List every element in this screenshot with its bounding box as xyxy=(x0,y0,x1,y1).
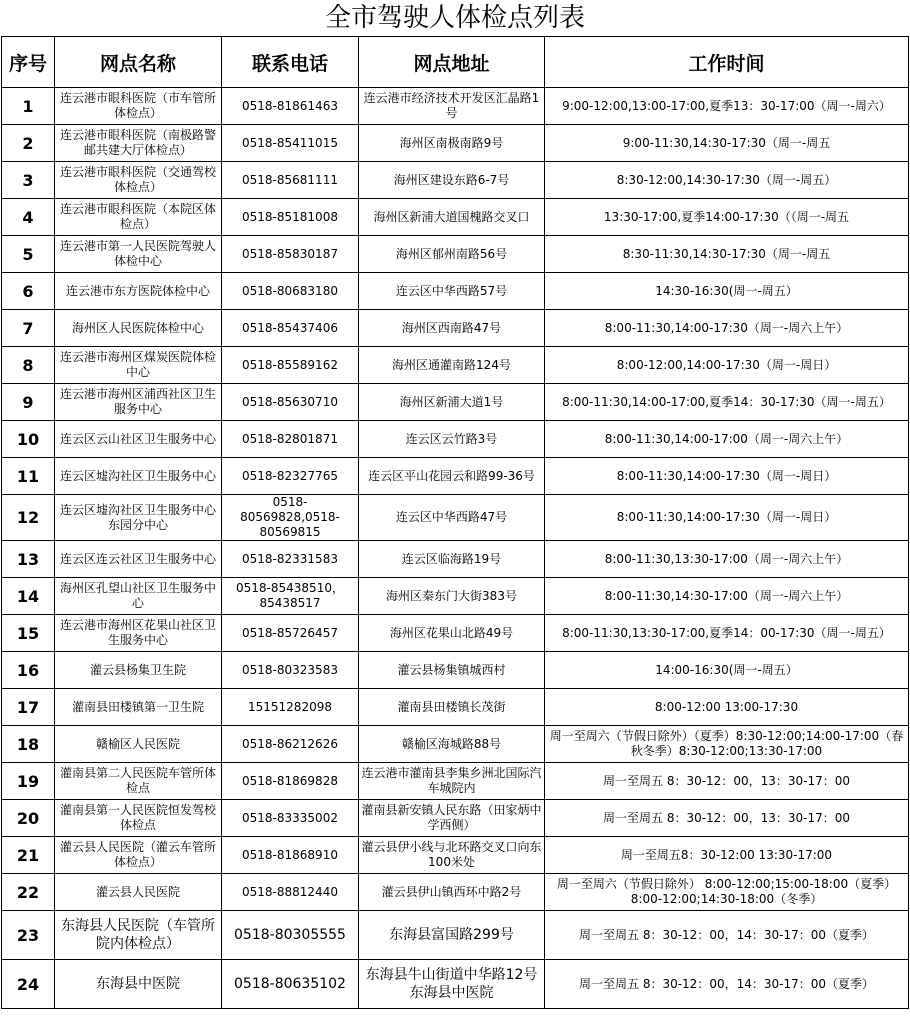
cell-address: 海州区建设东路6-7号 xyxy=(359,162,545,199)
cell-phone: 0518-82327765 xyxy=(222,458,359,495)
header-address: 网点地址 xyxy=(359,37,545,88)
header-name: 网点名称 xyxy=(55,37,222,88)
checkpoint-table xyxy=(1,36,909,1009)
cell-name: 赣榆区人民医院 xyxy=(55,726,222,763)
cell-phone: 0518-86212626 xyxy=(222,726,359,763)
cell-phone: 0518-82331583 xyxy=(222,541,359,578)
cell-name: 灌云县人民医院（灌云车管所体检点） xyxy=(55,837,222,874)
cell-address: 灌南县新安镇人民东路（田家炳中学西侧） xyxy=(359,800,545,837)
cell-phone: 0518-81869828 xyxy=(222,763,359,800)
cell-hours: 周一至周六（节假日除外） 8:00-12:00;15:00-18:00（夏季）8:00-12:00;14:30-18:00（冬季） xyxy=(545,874,909,911)
table-row xyxy=(2,763,909,800)
cell-phone: 0518-88812440 xyxy=(222,874,359,911)
table-row xyxy=(2,458,909,495)
cell-address: 海州区秦东门大街383号 xyxy=(359,578,545,615)
table-row xyxy=(2,162,909,199)
cell-index: 22 xyxy=(2,874,55,911)
cell-name: 连云区云山社区卫生服务中心 xyxy=(55,421,222,458)
cell-index: 10 xyxy=(2,421,55,458)
table-row xyxy=(2,347,909,384)
cell-name: 连云港市第一人民医院驾驶人体检中心 xyxy=(55,236,222,273)
cell-phone: 0518-85681111 xyxy=(222,162,359,199)
cell-index: 3 xyxy=(2,162,55,199)
cell-address: 灌云县伊小线与北环路交叉口向东100米处 xyxy=(359,837,545,874)
cell-hours: 周一至周五 8：30-12：00，14：30-17：00（夏季） xyxy=(545,911,909,960)
cell-address: 连云区中华西路47号 xyxy=(359,495,545,541)
table-row xyxy=(2,800,909,837)
cell-name: 灌南县第一人民医院恒发驾校体检点 xyxy=(55,800,222,837)
cell-name: 灌南县田楼镇第一卫生院 xyxy=(55,689,222,726)
table-row xyxy=(2,726,909,763)
table-row xyxy=(2,421,909,458)
cell-phone: 0518-85589162 xyxy=(222,347,359,384)
cell-name: 连云港市海州区浦西社区卫生服务中心 xyxy=(55,384,222,421)
cell-address: 赣榆区海城路88号 xyxy=(359,726,545,763)
cell-name: 灌云县杨集卫生院 xyxy=(55,652,222,689)
cell-hours: 9:00-11:30,14:30-17:30（周一-周五 xyxy=(545,125,909,162)
cell-hours: 8:00-11:30,14:30-17:00（周一-周六上午） xyxy=(545,578,909,615)
header-row xyxy=(2,37,909,88)
cell-address: 灌云县杨集镇城西村 xyxy=(359,652,545,689)
cell-address: 海州区西南路47号 xyxy=(359,310,545,347)
cell-address: 海州区通灌南路124号 xyxy=(359,347,545,384)
cell-phone: 0518-85630710 xyxy=(222,384,359,421)
cell-address: 连云港市经济技术开发区汇晶路1号 xyxy=(359,88,545,125)
cell-hours: 8:00-11:30,14:00-17:00（周一-周六上午） xyxy=(545,421,909,458)
cell-name: 连云区连云社区卫生服务中心 xyxy=(55,541,222,578)
cell-index: 21 xyxy=(2,837,55,874)
table-row xyxy=(2,960,909,1009)
cell-index: 5 xyxy=(2,236,55,273)
table-row xyxy=(2,236,909,273)
cell-address: 海州区花果山北路49号 xyxy=(359,615,545,652)
cell-address: 海州区郁州南路56号 xyxy=(359,236,545,273)
cell-hours: 14:00-16:30(周一-周五） xyxy=(545,652,909,689)
cell-index: 13 xyxy=(2,541,55,578)
cell-name: 东海县中医院 xyxy=(55,960,222,1009)
cell-index: 6 xyxy=(2,273,55,310)
cell-index: 12 xyxy=(2,495,55,541)
cell-phone: 0518-81861463 xyxy=(222,88,359,125)
table-row xyxy=(2,652,909,689)
cell-index: 24 xyxy=(2,960,55,1009)
cell-phone: 0518-80635102 xyxy=(222,960,359,1009)
cell-name: 海州区孔望山社区卫生服务中心 xyxy=(55,578,222,615)
cell-phone: 0518-80305555 xyxy=(222,911,359,960)
table-row xyxy=(2,874,909,911)
cell-name: 连云港市眼科医院（本院区体检点） xyxy=(55,199,222,236)
table-row xyxy=(2,837,909,874)
cell-hours: 周一至周五 8：30-12：00，14：30-17：00（夏季） xyxy=(545,960,909,1009)
cell-phone: 0518-85411015 xyxy=(222,125,359,162)
cell-name: 连云港市眼科医院（南极路警邮共建大厅体检点） xyxy=(55,125,222,162)
cell-index: 23 xyxy=(2,911,55,960)
table-row xyxy=(2,578,909,615)
cell-phone: 0518-85830187 xyxy=(222,236,359,273)
cell-hours: 8:00-11:30,14:00-17:00,夏季14：30-17:30（周一-周五） xyxy=(545,384,909,421)
cell-address: 灌南县田楼镇长茂街 xyxy=(359,689,545,726)
cell-name: 连云区墟沟社区卫生服务中心 xyxy=(55,458,222,495)
cell-phone: 0518-83335002 xyxy=(222,800,359,837)
table-row xyxy=(2,125,909,162)
page-title: 全市驾驶人体检点列表 xyxy=(324,3,585,33)
cell-index: 14 xyxy=(2,578,55,615)
cell-hours: 周一至周五 8：30-12：00，13：30-17：00 xyxy=(545,763,909,800)
cell-hours: 8:00-11:30,14:00-17:30（周一-周日） xyxy=(545,458,909,495)
cell-name: 灌南县第二人民医院车管所体检点 xyxy=(55,763,222,800)
cell-address: 灌云县伊山镇西环中路2号 xyxy=(359,874,545,911)
cell-name: 连云港市海州区花果山社区卫生服务中心 xyxy=(55,615,222,652)
cell-name: 连云港市海州区煤炭医院体检中心 xyxy=(55,347,222,384)
table-row xyxy=(2,911,909,960)
cell-index: 17 xyxy=(2,689,55,726)
cell-address: 东海县牛山街道中华路12号东海县中医院 xyxy=(359,960,545,1009)
cell-index: 2 xyxy=(2,125,55,162)
cell-phone: 0518-80323583 xyxy=(222,652,359,689)
table-row xyxy=(2,495,909,541)
cell-index: 15 xyxy=(2,615,55,652)
header-hours: 工作时间 xyxy=(545,37,909,88)
table-row xyxy=(2,615,909,652)
table-row xyxy=(2,310,909,347)
cell-index: 4 xyxy=(2,199,55,236)
cell-hours: 8:00-11:30,14:00-17:30（周一-周日） xyxy=(545,495,909,541)
cell-hours: 8:00-11:30,14:00-17:30（周一-周六上午） xyxy=(545,310,909,347)
header-index: 序号 xyxy=(2,37,55,88)
cell-hours: 8:30-12:00,14:30-17:30（周一-周五） xyxy=(545,162,909,199)
cell-phone: 0518-85438510，85438517 xyxy=(222,578,359,615)
table-row xyxy=(2,689,909,726)
cell-hours: 13:30-17:00,夏季14:00-17:30（（周一-周五 xyxy=(545,199,909,236)
cell-name: 灌云县人民医院 xyxy=(55,874,222,911)
table-row xyxy=(2,541,909,578)
cell-index: 19 xyxy=(2,763,55,800)
cell-hours: 9:00-12:00,13:00-17:00,夏季13：30-17:00（周一-周六） xyxy=(545,88,909,125)
cell-phone: 0518-85726457 xyxy=(222,615,359,652)
cell-index: 9 xyxy=(2,384,55,421)
table-row xyxy=(2,384,909,421)
cell-hours: 周一至周五 8：30-12：00，13：30-17：00 xyxy=(545,800,909,837)
cell-address: 海州区新浦大道1号 xyxy=(359,384,545,421)
cell-address: 连云区平山花园云和路99-36号 xyxy=(359,458,545,495)
cell-index: 20 xyxy=(2,800,55,837)
cell-name: 连云区墟沟社区卫生服务中心东园分中心 xyxy=(55,495,222,541)
cell-phone: 0518-85181008 xyxy=(222,199,359,236)
cell-address: 海州区南极南路9号 xyxy=(359,125,545,162)
cell-index: 7 xyxy=(2,310,55,347)
cell-phone: 0518-82801871 xyxy=(222,421,359,458)
cell-phone: 0518-80569828,0518-80569815 xyxy=(222,495,359,541)
cell-hours: 14:30-16:30(周一-周五） xyxy=(545,273,909,310)
cell-name: 海州区人民医院体检中心 xyxy=(55,310,222,347)
cell-index: 1 xyxy=(2,88,55,125)
cell-name: 连云港市眼科医院（市车管所体检点） xyxy=(55,88,222,125)
cell-hours: 周一至周六（节假日除外）（夏季）8:30-12:00;14:00-17:00（春秋冬季）8:30-12:00;13:30-17:00 xyxy=(545,726,909,763)
cell-index: 11 xyxy=(2,458,55,495)
cell-address: 连云区临海路19号 xyxy=(359,541,545,578)
cell-name: 连云港市眼科医院（交通驾校体检点） xyxy=(55,162,222,199)
cell-address: 连云港市灌南县李集乡洲北国际汽车城院内 xyxy=(359,763,545,800)
cell-index: 18 xyxy=(2,726,55,763)
cell-address: 东海县富国路299号 xyxy=(359,911,545,960)
header-phone: 联系电话 xyxy=(222,37,359,88)
cell-hours: 8:30-11:30,14:30-17:30（周一-周五 xyxy=(545,236,909,273)
cell-index: 8 xyxy=(2,347,55,384)
table-row xyxy=(2,88,909,125)
cell-hours: 8:00-11:30,13:30-17:00（周一-周六上午） xyxy=(545,541,909,578)
cell-phone: 0518-81868910 xyxy=(222,837,359,874)
table-row xyxy=(2,199,909,236)
cell-index: 16 xyxy=(2,652,55,689)
cell-phone: 15151282098 xyxy=(222,689,359,726)
cell-address: 连云区中华西路57号 xyxy=(359,273,545,310)
cell-address: 连云区云竹路3号 xyxy=(359,421,545,458)
cell-hours: 8:00-12:00,14:00-17:30（周一-周日） xyxy=(545,347,909,384)
cell-hours: 8:00-11:30,13:30-17:00,夏季14：00-17:30（周一-周五） xyxy=(545,615,909,652)
cell-name: 连云港市东方医院体检中心 xyxy=(55,273,222,310)
cell-phone: 0518-80683180 xyxy=(222,273,359,310)
cell-name: 东海县人民医院（车管所院内体检点） xyxy=(55,911,222,960)
cell-address: 海州区新浦大道国槐路交叉口 xyxy=(359,199,545,236)
cell-phone: 0518-85437406 xyxy=(222,310,359,347)
cell-hours: 周一至周五8：30-12:00 13:30-17:00 xyxy=(545,837,909,874)
cell-hours: 8:00-12:00 13:00-17:30 xyxy=(545,689,909,726)
table-row xyxy=(2,273,909,310)
